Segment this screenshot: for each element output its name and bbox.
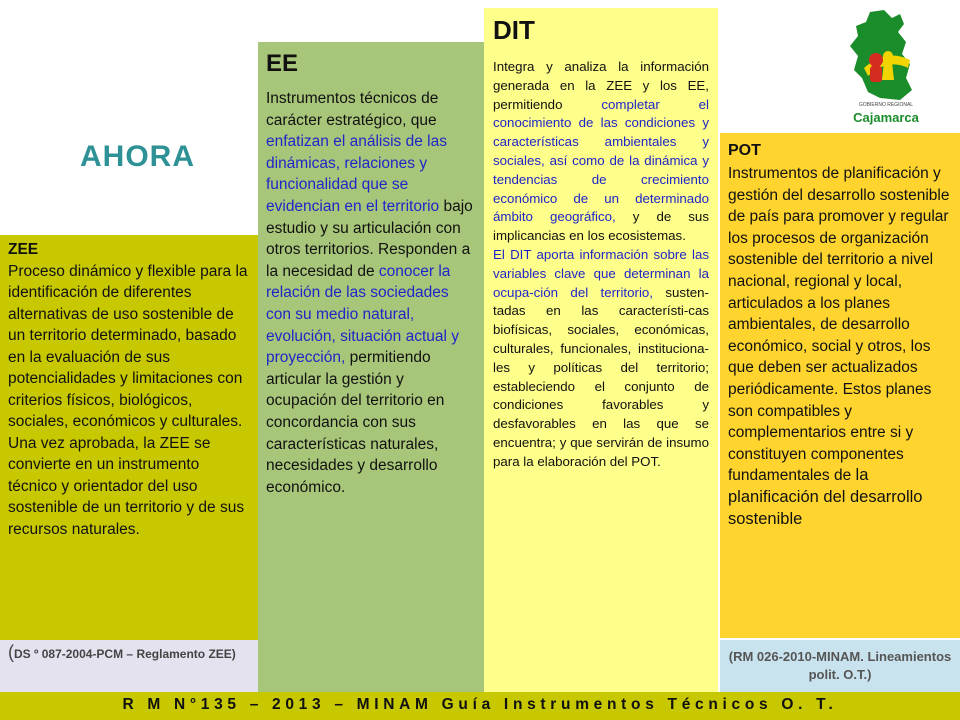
pot-panel	[720, 133, 960, 638]
ee-text-4-highlight: conocer la relación de las sociedades con su medio natural, evolución, situación actual y proyección,	[266, 262, 460, 367]
zee-panel	[0, 235, 258, 640]
ee-text-3: bajo estudio y su articulación con otros territorios. Responden a la necesidad de	[266, 197, 473, 280]
dit-text-1: Integra y analiza la información generada en la ZEE y los EE, permitiendo	[493, 59, 709, 112]
ahora-heading: AHORA	[80, 140, 195, 173]
dit-panel	[484, 8, 718, 692]
zee-ref-paren: (	[8, 642, 14, 662]
ee-title: EE	[266, 50, 299, 77]
zee-title: ZEE	[8, 241, 39, 258]
dit-text-2-highlight: completar el conocimiento de las condiciones y características ambientales y sociales, así como de la dinámica y tendencias de crecimiento económico de un determinado ámbito geográfico,	[493, 96, 709, 225]
pot-reference: (RM 026-2010-MINAM. Lineamientos polit. O.T.)	[720, 640, 960, 692]
bottom-banner: R M N°135 – 2013 – MINAM Guía Instrumentos Técnicos O. T.	[0, 692, 960, 720]
region-map-icon	[840, 8, 932, 104]
cajamarca-logo	[840, 8, 932, 130]
dit-title: DIT	[493, 15, 535, 45]
dit-text-5: susten-tadas en las característi-cas biofísicas, sociales, económicas, culturales, funcionales, instituciona-les y políticas del territorio; estableciendo el conjunto de condiciones favorables y desfavorables en las que se encuentra; y que servirán de insumo para la elaboración del POT.	[493, 284, 709, 469]
pot-title: POT	[728, 142, 761, 159]
pot-tail: la planificación del desarrollo sostenible	[728, 466, 923, 528]
ee-text-1: Instrumentos técnicos de carácter estratégico, que	[266, 90, 439, 129]
ee-panel	[258, 42, 484, 692]
pot-body: Instrumentos de planificación y gestión del desarrollo sostenible de país para promover y regular los procesos de organización sostenible del territorio a nivel nacional, regional y local, articulados a los planes ambientales, de desarrollo económico, social y otros, los que deben ser actualizados periódicamente. Estos planes son compatibles y complementarios entre si y constituyen componentes fundamentales de	[728, 165, 950, 485]
ee-text-2-highlight: enfatizan el análisis de las dinámicas, relaciones y funcionalidad que se evidencian en el territorio	[266, 133, 447, 215]
zee-reference	[0, 640, 258, 692]
zee-ref-text: DS º 087-2004-PCM – Reglamento ZEE)	[14, 647, 236, 661]
ee-text-5: permitiendo articular la gestión y ocupación del territorio en concordancia con sus características naturales, necesidades y desarrollo económico.	[266, 349, 445, 496]
logo-subtitle: GOBIERNO REGIONAL	[858, 102, 914, 108]
dit-text-4-highlight: El DIT aporta información sobre las variables clave que determinan la ocupa-ción del territorio,	[493, 246, 709, 300]
logo-name: Cajamarca	[853, 110, 919, 125]
dit-text-3: y de sus implicancias en los ecosistemas.	[493, 209, 709, 244]
zee-body: Proceso dinámico y flexible para la identificación de diferentes alternativas de uso sostenible de un territorio determinado, basado en la evaluación de sus potencialidades y limitaciones con criterios físicos, biológicos, sociales, económicos y culturales. Una vez aprobada, la ZEE se convierte en un instrumento técnico y orientador del uso sostenible de un territorio y de sus recursos naturales.	[8, 262, 248, 538]
